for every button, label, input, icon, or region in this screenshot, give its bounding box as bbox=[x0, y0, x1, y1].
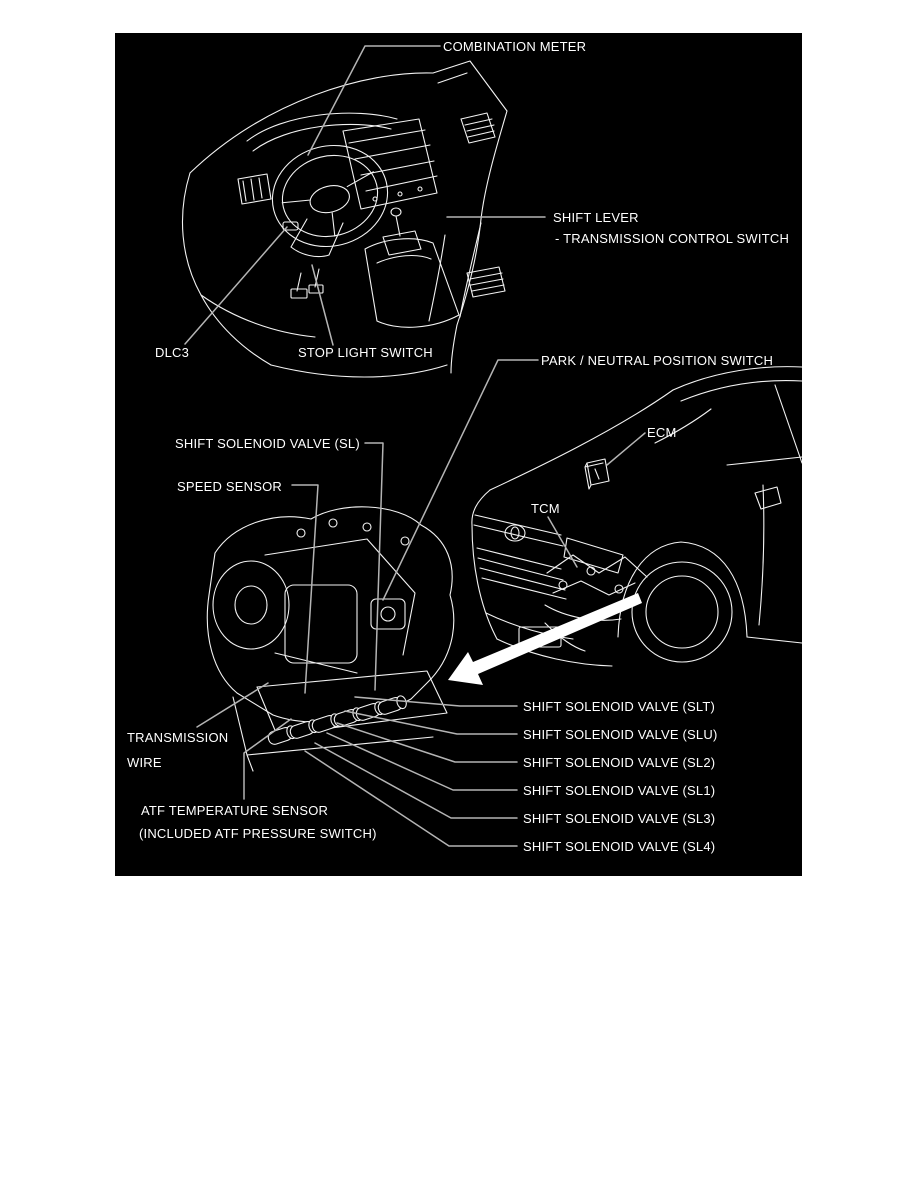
door-speaker-upper bbox=[461, 113, 495, 143]
label-shift-solenoid-valve-slu: SHIFT SOLENOID VALVE (SLU) bbox=[523, 727, 718, 742]
label-speed-sensor: SPEED SENSOR bbox=[177, 479, 282, 494]
leader-stop-light-switch bbox=[312, 265, 333, 345]
leader-solenoid-sl2 bbox=[337, 723, 517, 762]
component-location-diagram bbox=[115, 33, 802, 876]
steering-wheel bbox=[262, 133, 399, 258]
label-combination-meter: COMBINATION METER bbox=[443, 39, 587, 54]
label-atf-pressure-switch-note: (INCLUDED ATF PRESSURE SWITCH) bbox=[139, 826, 377, 841]
shift-lever-console bbox=[365, 208, 459, 327]
leader-solenoid-sl3 bbox=[315, 743, 517, 818]
label-shift-solenoid-valve-sl2: SHIFT SOLENOID VALVE (SL2) bbox=[523, 755, 716, 770]
dash-vent bbox=[238, 174, 271, 204]
label-transmission-control-switch: - TRANSMISSION CONTROL SWITCH bbox=[555, 231, 790, 246]
label-transmission-wire-line1: TRANSMISSION bbox=[127, 730, 229, 745]
ecm-part bbox=[585, 459, 609, 489]
label-ecm: ECM bbox=[647, 425, 677, 440]
label-transmission-wire-line2: WIRE bbox=[127, 755, 162, 770]
label-atf-temperature-sensor: ATF TEMPERATURE SENSOR bbox=[141, 803, 329, 818]
diagram-line-art bbox=[115, 33, 802, 876]
park-neutral-switch-part bbox=[371, 599, 405, 629]
car-illustration bbox=[472, 367, 802, 666]
door-speaker-lower bbox=[467, 267, 505, 297]
leader-speed-sensor bbox=[292, 485, 318, 693]
leader-tcm bbox=[548, 517, 577, 567]
label-shift-solenoid-valve-sl1: SHIFT SOLENOID VALVE (SL1) bbox=[523, 783, 716, 798]
pointer-arrow bbox=[448, 593, 642, 685]
leader-shift-solenoid-sl bbox=[365, 443, 383, 690]
label-shift-solenoid-valve-sl: SHIFT SOLENOID VALVE (SL) bbox=[175, 436, 360, 451]
leader-park-neutral-switch bbox=[383, 360, 538, 600]
label-stop-light-switch: STOP LIGHT SWITCH bbox=[298, 345, 433, 360]
label-tcm: TCM bbox=[531, 501, 560, 516]
label-shift-solenoid-valve-sl4: SHIFT SOLENOID VALVE (SL4) bbox=[523, 839, 716, 854]
label-park-neutral-position-switch: PARK / NEUTRAL POSITION SWITCH bbox=[541, 353, 774, 368]
dashboard-illustration bbox=[182, 61, 507, 377]
leader-dlc3 bbox=[185, 227, 287, 344]
label-shift-solenoid-valve-slt: SHIFT SOLENOID VALVE (SLT) bbox=[523, 699, 716, 714]
label-dlc3: DLC3 bbox=[155, 345, 190, 360]
side-mirror bbox=[755, 487, 781, 509]
label-shift-lever: SHIFT LEVER bbox=[553, 210, 639, 225]
leader-ecm bbox=[607, 433, 645, 465]
label-shift-solenoid-valve-sl3: SHIFT SOLENOID VALVE (SL3) bbox=[523, 811, 716, 826]
transmission-illustration bbox=[207, 507, 453, 771]
